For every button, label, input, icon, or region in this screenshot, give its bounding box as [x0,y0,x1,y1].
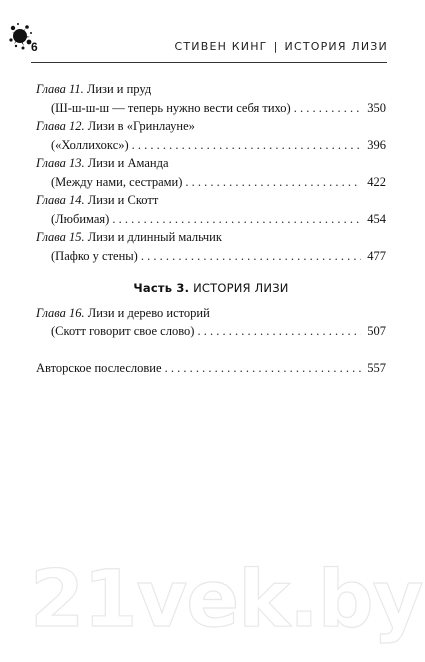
toc-entry-ch13-subtitle [36,173,386,192]
running-head [174,40,388,53]
dot-leader [294,99,361,118]
dot-leader [112,210,361,229]
page-ref: 507 [367,324,386,338]
toc-entry-ch12-title [36,117,386,136]
toc-entry-ch15-title [36,228,386,247]
chapter-title: Лизи и пруд [86,82,152,96]
part-label: Часть 3. [133,281,190,295]
chapter-title: Лизи в «Гринлауне» [87,119,195,133]
page-ref: 396 [367,137,386,152]
chapter-subtitle: («Холлихокс») [51,137,129,152]
toc-entry-ch11-subtitle [36,99,386,118]
chapter-label: Глава 11. [36,82,84,96]
dot-leader [141,247,361,266]
toc-entry-ch11-title [36,80,386,99]
part-heading [36,279,386,298]
toc-entry-afterword [36,359,386,378]
chapter-subtitle: (Скотт говорит свое слово) [51,324,195,338]
dot-leader [197,322,361,341]
chapter-label: Глава 14. [36,193,85,207]
chapter-title: Лизи и Скотт [87,193,159,207]
chapter-subtitle: (Пафко у стены) [51,248,138,263]
page-number: 6 [31,40,38,54]
chapter-label: Глава 13. [36,156,85,170]
page-ref: 422 [367,174,386,189]
part-title: ИСТОРИЯ ЛИЗИ [193,281,289,295]
page-ref: 477 [367,248,386,263]
toc-entry-ch14-subtitle [36,210,386,229]
dot-leader [165,359,361,378]
chapter-label: Глава 12. [36,119,85,133]
toc-entry-ch14-title [36,191,386,210]
chapter-label: Глава 15. [36,230,85,244]
chapter-subtitle: (Между нами, сестрами) [51,174,183,189]
spacer [36,341,386,359]
dot-leader [185,173,361,192]
chapter-subtitle: (Ш-ш-ш-ш — теперь нужно вести себя тихо) [51,100,291,115]
book-title: ИСТОРИЯ ЛИЗИ [284,40,388,53]
chapter-label: Глава 16. [36,305,85,320]
afterword-title: Авторское послесловие [36,360,162,375]
page-ref: 454 [367,211,386,226]
chapter-title: Лизи и дерево историй [87,305,210,320]
page-ref: 350 [367,100,386,115]
toc-entry-ch12-subtitle [36,136,386,155]
header-separator: | [273,40,279,53]
chapter-subtitle: (Любимая) [51,211,110,226]
dot-leader [132,136,361,155]
page-ref: 557 [367,360,386,375]
toc-entry-ch15-subtitle [36,247,386,266]
toc-entry-ch16-subtitle [36,322,386,341]
author-name: СТИВЕН КИНГ [174,40,268,53]
header-rule [31,62,387,63]
chapter-title: Лизи и Аманда [87,156,169,170]
table-of-contents [36,80,386,377]
page-header [0,0,425,60]
toc-entry-ch16-title [36,304,386,323]
watermark: 21vek.by [30,555,423,645]
toc-entry-ch13-title [36,154,386,173]
chapter-title: Лизи и длинный мальчик [87,230,222,244]
